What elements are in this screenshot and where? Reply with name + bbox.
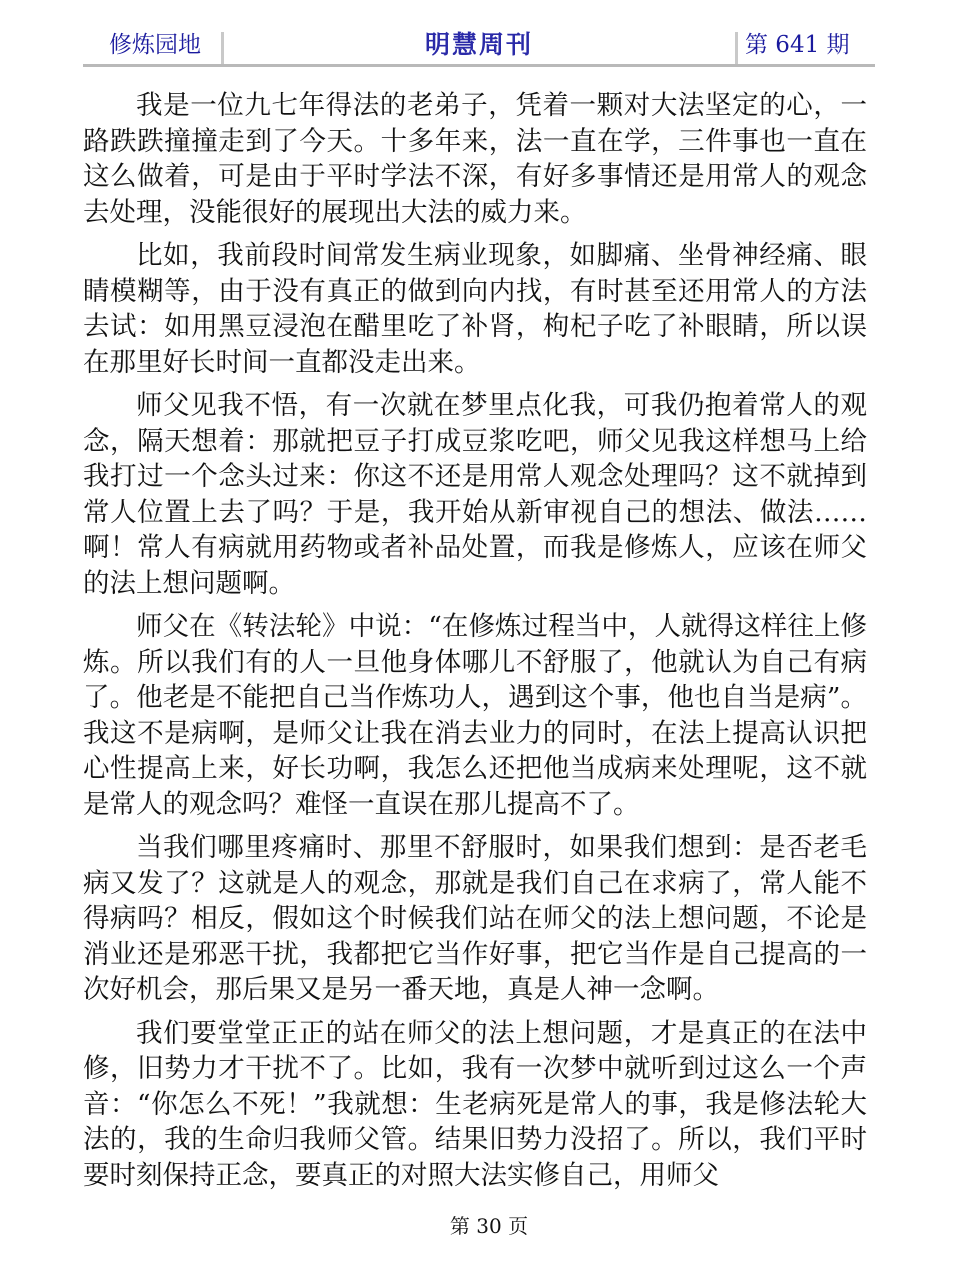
paragraph: 当我们哪里疼痛时、那里不舒服时，如果我们想到：是否老毛病又发了？这就是人的观念，那就是我们自己在求病了，常人能不得病吗？相反，假如这个时候我们站在师父的法上想问题，不论是消业还是邪恶干扰，我都把它当作好事，把它当作是自己提高的一次好机会，那后果又是另一番天地，真是人神一念啊。 [83, 832, 867, 1005]
page-header [83, 24, 875, 68]
article-body [83, 88, 867, 1201]
header-rule [83, 64, 875, 67]
publication-title: 明慧周刊 [424, 30, 533, 59]
page-number: 第 30 页 [449, 1214, 529, 1238]
paragraph: 我是一位九七年得法的老弟子，凭着一颗对大法坚定的心，一路跌跌撞撞走到了今天。十多年来，法一直在学，三件事也一直在这么做着，可是由于平时学法不深，有好多事情还是用常人的观念去处理，没能很好的展现出大法的威力来。 [83, 90, 867, 228]
paragraph: 我们要堂堂正正的站在师父的法上想问题，才是真正的在法中修，旧势力才干扰不了。比如，我有一次梦中就听到过这么一个声音：“你怎么不死！”我就想：生老病死是常人的事，我是修法轮大法的，我的生命归我师父管。结果旧势力没招了。所以，我们平时要时刻保持正念，要真正的对照大法实修自己，用师父 [83, 1017, 867, 1191]
paragraph: 比如，我前段时间常发生病业现象，如脚痛、坐骨神经痛、眼睛模糊等，由于没有真正的做到向内找，有时甚至还用常人的方法去试：如用黑豆浸泡在醋里吃了补肾，枸杞子吃了补眼睛，所以误在那里好长时间一直都没走出来。 [83, 240, 867, 378]
paragraph: 师父见我不悟，有一次就在梦里点化我，可我仍抱着常人的观念，隔天想着：那就把豆子打成豆浆吃吧，师父见我这样想马上给我打过一个念头过来：你这不还是用常人观念处理吗？这不就掉到常人位置上去了吗？于是，我开始从新审视自己的想法、做法……啊！常人有病就用药物或者补品处置，而我是修炼人，应该在师父的法上想问题啊。 [83, 390, 867, 599]
section-title: 修炼园地 [109, 32, 201, 58]
issue-number: 第 641 期 [745, 32, 850, 58]
header-divider-right [735, 32, 738, 64]
paragraph: 师父在《转法轮》中说：“在修炼过程当中，人就得这样往上修炼。所以我们有的人一旦他身体哪儿不舒服了，他就认为自己有病了。他老是不能把自己当作炼功人，遇到这个事，他也自当是病”。我这不是病啊，是师父让我在消去业力的同时，在法上提高认识把心性提高上来，好长功啊，我怎么还把他当成病来处理呢，这不就是常人的观念吗？难怪一直误在那儿提高不了。 [83, 611, 867, 820]
